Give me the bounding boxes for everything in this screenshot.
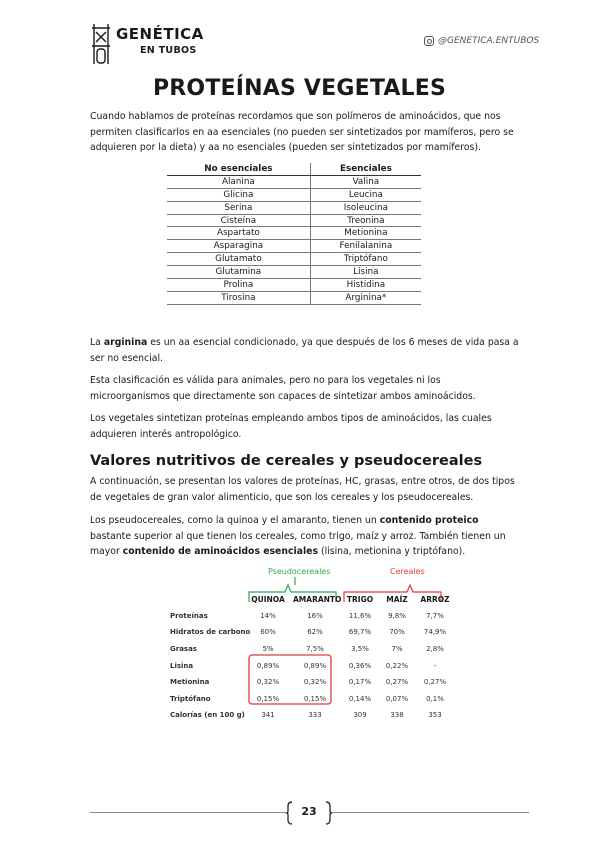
brand-subtitle: EN TUBOS bbox=[140, 45, 197, 56]
nutrition-value-cell: 9,8% bbox=[388, 612, 406, 620]
esencial-cell: Treonina bbox=[310, 214, 421, 227]
intro-paragraph: Cuando hablamos de proteínas recordamos que son polímeros de aminoácidos, que nos permiten clasificarlos en aa esenciales (no pueden ser sintetizados por mamíferos, pero se adquieren por la dieta) y aa no esenciales (pueden ser sintetizados por mamíferos). bbox=[90, 111, 514, 153]
nutrition-value-cell: 74,9% bbox=[423, 628, 447, 636]
instagram-handle[interactable] bbox=[424, 36, 539, 46]
vegetales-paragraph: Los vegetales sintetizan proteínas empleando ambos tipos de aminoácidos, las cuales adquieren interés antropológico. bbox=[90, 413, 492, 440]
nutrition-value-cell: 7,7% bbox=[426, 612, 444, 620]
nutrition-value-cell: 0,15% bbox=[256, 695, 280, 703]
nutrition-value-cell: 309 bbox=[353, 711, 367, 719]
table-row bbox=[167, 175, 421, 188]
nutrition-value-cell: 0,27% bbox=[423, 678, 447, 686]
nutrition-row-label: Calorías (en 100 g) bbox=[170, 711, 245, 719]
test-tube-rack-logo-icon bbox=[91, 22, 111, 66]
nutrition-row-label: Proteínas bbox=[170, 612, 208, 620]
table-header-row bbox=[167, 163, 421, 175]
esencial-cell: Valina bbox=[310, 175, 421, 188]
pseudo-bold-1: contenido proteico bbox=[379, 515, 479, 526]
column-header: AMARANTO bbox=[293, 595, 342, 604]
esencial-cell: Isoleucina bbox=[310, 201, 421, 214]
table-row bbox=[167, 253, 421, 266]
nutrition-value-cell: 341 bbox=[261, 711, 275, 719]
nutrition-value-cell: 2,8% bbox=[426, 645, 444, 653]
pseudocereales-label: Pseudocereales bbox=[268, 567, 331, 576]
footer-line-right bbox=[332, 812, 529, 813]
section-title: Valores nutritivos de cereales y pseudocereales bbox=[90, 453, 483, 469]
table-row bbox=[167, 201, 421, 214]
no-esencial-cell: Glutamina bbox=[167, 266, 310, 279]
header-esenciales: Esenciales bbox=[310, 163, 421, 175]
pseudo-bold-2: contenido de aminoácidos esenciales bbox=[122, 546, 318, 557]
column-header: ARROZ bbox=[420, 595, 450, 604]
arginina-pre: La bbox=[90, 337, 104, 348]
esencial-cell: Histidina bbox=[310, 279, 421, 292]
no-esencial-cell: Cisteína bbox=[167, 214, 310, 227]
nutrition-value-cell: 0,32% bbox=[303, 678, 327, 686]
esencial-cell: Triptófano bbox=[310, 253, 421, 266]
nutrition-value-cell: 14% bbox=[260, 612, 276, 620]
nutrition-value-cell: 16% bbox=[307, 612, 323, 620]
nutrition-value-cell: 353 bbox=[428, 711, 442, 719]
nutrition-value-cell: 0,15% bbox=[303, 695, 327, 703]
nutrition-value-cell: 0,27% bbox=[385, 678, 409, 686]
nutrition-value-cell: 0,89% bbox=[256, 662, 280, 670]
table-row bbox=[167, 266, 421, 279]
nutrition-value-cell: 0,32% bbox=[256, 678, 280, 686]
table-row bbox=[167, 227, 421, 240]
no-esencial-cell: Alanina bbox=[167, 175, 310, 188]
instagram-handle-text: @GENETICA.ENTUBOS bbox=[438, 36, 540, 46]
nutrition-value-cell: 3,5% bbox=[351, 645, 369, 653]
no-esencial-cell: Serina bbox=[167, 201, 310, 214]
no-esencial-cell: Tirosina bbox=[167, 291, 310, 304]
header-no-esenciales: No esenciales bbox=[167, 163, 310, 175]
nutrition-value-cell: 60% bbox=[260, 628, 276, 636]
page-number: 23 bbox=[301, 805, 317, 818]
brand-title: GENÉTICA bbox=[116, 25, 204, 43]
pseudo-text-3: (lisina, metionina y triptófano). bbox=[317, 546, 466, 557]
nutrition-value-cell: 69,7% bbox=[348, 628, 372, 636]
nutrition-value-cell: 5% bbox=[262, 645, 274, 653]
nutrition-value-cell: - bbox=[433, 662, 437, 670]
nutrition-value-cell: 70% bbox=[389, 628, 405, 636]
nutrition-value-cell: 0,22% bbox=[385, 662, 409, 670]
nutrition-value-cell: 0,36% bbox=[348, 662, 372, 670]
amino-acid-table bbox=[167, 163, 421, 305]
table-row bbox=[167, 188, 421, 201]
column-header: TRIGO bbox=[346, 595, 374, 604]
esencial-cell: Lisina bbox=[310, 266, 421, 279]
no-esencial-cell: Prolina bbox=[167, 279, 310, 292]
table-row bbox=[167, 214, 421, 227]
nutrition-row-label: Metionina bbox=[170, 678, 210, 686]
cereales-label: Cereales bbox=[390, 567, 425, 576]
nutrition-row-label: Lisina bbox=[170, 662, 194, 670]
pseudo-text-2: bastante superior al que tienen los cereales, como trigo, maíz y arroz. También tienen un mayor bbox=[90, 530, 506, 557]
nutrition-value-cell: 62% bbox=[307, 628, 323, 636]
amino-table-body bbox=[167, 175, 421, 304]
esencial-cell: Leucina bbox=[310, 188, 421, 201]
esencial-cell: Metionina bbox=[310, 227, 421, 240]
table-row bbox=[167, 279, 421, 292]
pseudo-text-1: Los pseudocereales, como la quinoa y el amaranto, tienen un bbox=[90, 515, 380, 526]
arginina-paragraph bbox=[90, 335, 520, 366]
nutrition-row-label: Triptófano bbox=[170, 695, 211, 703]
instagram-icon bbox=[424, 36, 434, 46]
column-header: QUINOA bbox=[251, 595, 285, 604]
no-esencial-cell: Glutamato bbox=[167, 253, 310, 266]
nutrition-value-cell: 338 bbox=[390, 711, 404, 719]
no-esencial-cell: Aspartato bbox=[167, 227, 310, 240]
table-row bbox=[167, 291, 421, 304]
esencial-cell: Fenilalanina bbox=[310, 240, 421, 253]
esencial-cell: Arginina* bbox=[310, 291, 421, 304]
footer-line-left bbox=[90, 812, 286, 813]
pseudocereales-paragraph bbox=[90, 513, 520, 560]
nutrition-value-cell: 0,89% bbox=[303, 662, 327, 670]
nutrition-value-cell: 0,07% bbox=[385, 695, 409, 703]
arginina-post: es un aa esencial condicionado, ya que después de los 6 meses de vida pasa a ser no esencial. bbox=[90, 337, 519, 364]
nutrition-value-cell: 0,14% bbox=[348, 695, 372, 703]
nutrition-value-cell: 7% bbox=[391, 645, 403, 653]
column-header: MAÍZ bbox=[386, 595, 408, 604]
no-esencial-cell: Asparagina bbox=[167, 240, 310, 253]
table-row bbox=[167, 240, 421, 253]
nutrition-value-cell: 11,6% bbox=[348, 612, 372, 620]
nutrition-row-label: Hidratos de carbono bbox=[170, 628, 251, 636]
clasificacion-paragraph: Esta clasificación es válida para animales, pero no para los vegetales ni los microorganismos que directamente son capaces de sintetizar ambos aminoácidos. bbox=[90, 375, 476, 402]
nutrition-value-cell: 7,5% bbox=[306, 645, 324, 653]
continuacion-paragraph: A continuación, se presentan los valores de proteínas, HC, grasas, entre otros, de dos tipos de vegetales de gran valor alimenticio, que son los cereales y los pseudocereales. bbox=[90, 476, 515, 503]
arginina-bold: arginina bbox=[103, 337, 148, 348]
nutrition-value-cell: 0,1% bbox=[426, 695, 444, 703]
nutrition-value-cell: 0,17% bbox=[348, 678, 372, 686]
nutrition-value-cell: 333 bbox=[308, 711, 322, 719]
no-esencial-cell: Glicina bbox=[167, 188, 310, 201]
nutrition-row-label: Grasas bbox=[170, 645, 197, 653]
page-title: PROTEÍNAS VEGETALES bbox=[152, 76, 447, 101]
